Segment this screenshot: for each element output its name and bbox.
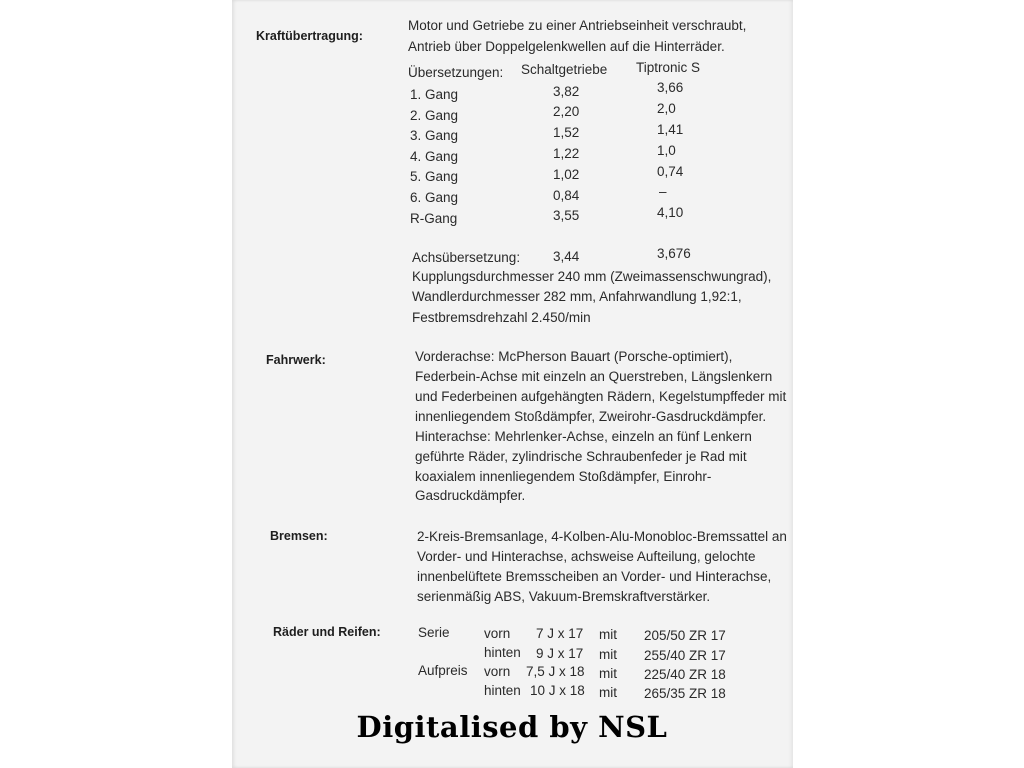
wheel-position: vorn <box>484 626 511 641</box>
gear-name: 5. Gang <box>410 169 459 184</box>
gear-tip-value: 3,66 <box>657 80 684 95</box>
bremsen-line: serienmäßig ABS, Vakuum-Bremskraftverstärker. <box>417 589 711 604</box>
gear-tip-value: 2,0 <box>657 101 676 116</box>
gear-tip-value: 0,74 <box>657 164 684 179</box>
wheel-tire: 265/35 ZR 18 <box>644 686 726 701</box>
wheel-rim: 10 J x 18 <box>530 683 585 698</box>
gear-name: 2. Gang <box>410 108 459 123</box>
wheel-mit: mit <box>599 647 617 662</box>
bremsen-line: innenbelüftete Bremsscheiben an Vorder- und Hinterachse, <box>417 569 772 584</box>
kraft-text-line-1: Motor und Getriebe zu einer Antriebseinheit verschraubt, <box>408 18 747 33</box>
col-header-tiptronic: Tiptronic S <box>636 60 701 75</box>
fahrwerk-line: koaxialem innenliegendem Stoßdämpfer, Einrohr- <box>415 469 712 484</box>
gear-schalt-value: 3,55 <box>553 208 580 223</box>
section-heading-raeder: Räder und Reifen: <box>273 625 381 639</box>
watermark: Digitalised by NSL <box>356 710 668 744</box>
gear-name: 3. Gang <box>410 128 459 143</box>
achs-label: Achsübersetzung: <box>412 250 521 265</box>
gear-tip-value: – <box>659 184 667 199</box>
wheel-position: vorn <box>484 664 511 679</box>
gear-name: 1. Gang <box>410 87 459 102</box>
gear-name: 6. Gang <box>410 190 459 205</box>
wheel-mit: mit <box>599 627 617 642</box>
wheel-group: Aufpreis <box>418 663 468 678</box>
gear-name: 4. Gang <box>410 149 459 164</box>
fahrwerk-line: geführte Räder, zylindrische Schraubenfeder je Rad mit <box>415 449 747 464</box>
bremsen-line: Vorder- und Hinterachse, achsweise Aufteilung, gelochte <box>417 549 756 564</box>
gear-name: R-Gang <box>410 211 458 226</box>
fahrwerk-line: Federbein-Achse mit einzeln an Querstreben, Längslenkern <box>415 369 773 384</box>
gear-schalt-value: 2,20 <box>553 104 580 119</box>
wheel-mit: mit <box>599 685 617 700</box>
bremsen-line: 2-Kreis-Bremsanlage, 4-Kolben-Alu-Monobloc-Bremssattel an <box>417 529 787 544</box>
gear-tip-value: 4,10 <box>657 205 684 220</box>
gear-tip-value: 1,0 <box>657 143 676 158</box>
achs-schalt-value: 3,44 <box>553 249 580 264</box>
ratio-label: Übersetzungen: <box>408 65 504 80</box>
wheel-position: hinten <box>484 645 521 660</box>
fahrwerk-line: Vorderachse: McPherson Bauart (Porsche-optimiert), <box>415 349 733 364</box>
festbrems-text: Festbremsdrehzahl 2.450/min <box>412 310 591 325</box>
section-heading-bremsen: Bremsen: <box>270 529 328 543</box>
fahrwerk-line: innenliegendem Stoßdämpfer, Zweirohr-Gasdruckdämpfer. <box>415 409 767 424</box>
wheel-group: Serie <box>418 625 450 640</box>
kupplung-text: Kupplungsdurchmesser 240 mm (Zweimassenschwungrad), <box>412 269 772 284</box>
gear-tip-value: 1,41 <box>657 122 684 137</box>
wheel-mit: mit <box>599 666 617 681</box>
achs-tip-value: 3,676 <box>657 246 691 261</box>
gear-schalt-value: 1,02 <box>553 167 580 182</box>
col-header-schaltgetriebe: Schaltgetriebe <box>521 62 608 77</box>
fahrwerk-line: Hinterachse: Mehrlenker-Achse, einzeln an fünf Lenkern <box>415 429 752 444</box>
fahrwerk-line: Gasdruckdämpfer. <box>415 488 526 503</box>
kraft-text-line-2: Antrieb über Doppelgelenkwellen auf die Hinterräder. <box>408 39 725 54</box>
section-heading-kraftuebertragung: Kraftübertragung: <box>256 29 363 43</box>
wheel-position: hinten <box>484 683 521 698</box>
gear-schalt-value: 0,84 <box>553 188 580 203</box>
gear-schalt-value: 1,22 <box>553 146 580 161</box>
section-heading-fahrwerk: Fahrwerk: <box>266 353 326 367</box>
wandler-text: Wandlerdurchmesser 282 mm, Anfahrwandlung 1,92:1, <box>412 289 742 304</box>
wheel-tire: 255/40 ZR 17 <box>644 648 726 663</box>
fahrwerk-line: und Federbeinen aufgehängten Rädern, Kegelstumpffeder mit <box>415 389 787 404</box>
wheel-rim: 7,5 J x 18 <box>526 664 585 679</box>
gear-schalt-value: 3,82 <box>553 84 580 99</box>
wheel-rim: 9 J x 17 <box>536 646 584 661</box>
wheel-rim: 7 J x 17 <box>536 626 584 641</box>
gear-schalt-value: 1,52 <box>553 125 580 140</box>
wheel-tire: 225/40 ZR 18 <box>644 667 726 682</box>
wheel-tire: 205/50 ZR 17 <box>644 628 726 643</box>
